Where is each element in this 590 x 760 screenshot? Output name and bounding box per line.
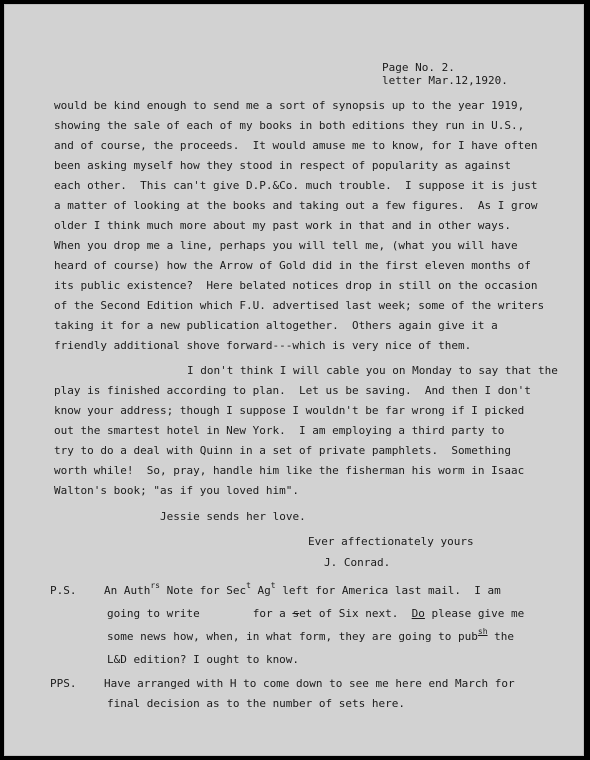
ps-line: An Auth$^{rs}$ Note for Sec$^t$ Ag$^t$ left for America last mail. I am [104,581,501,597]
body-line: showing the sale of each of my books in both editions they run in U.S., [54,119,525,132]
body-line: of the Second Edition which F.U. advertised last week; some of the writers [54,299,545,312]
body-line: out the smartest hotel in New York. I am employing a third party to [54,424,505,437]
ps-line: going to write for a set of Six next. Do please give me [107,607,525,620]
pps-line: Have arranged with H to come down to see me here end March for [104,677,515,690]
struck-letter: s [292,607,300,620]
body-line: worth while! So, pray, handle him like the fisherman his worm in Isaac [54,464,525,477]
body-line: try to do a deal with Quinn in a set of private pamphlets. Something [54,444,511,457]
pps-line: final decision as to the number of sets here. [107,697,406,710]
body-line: its public existence? Here belated notices drop in still on the occasion [54,279,538,292]
body-line: older I think much more about my past work in that and in other ways. [54,219,511,232]
body-line: a matter of looking at the books and taking out a few figures. As I grow [54,199,538,212]
body-line: been asking myself how they stood in respect of popularity as against [54,159,511,172]
pps-label: PPS. [50,677,77,690]
body-line: would be kind enough to send me a sort of synopsis up to the year 1919, [54,99,525,112]
body-line: each other. This can't give D.P.&Co. much trouble. I suppose it is just [54,179,538,192]
body-line: and of course, the proceeds. It would amuse me to know, for I have often [54,139,538,152]
ps-line: L&D edition? I ought to know. [107,653,300,666]
body-line: Walton's book; "as if you loved him". [54,484,300,497]
body-line: When you drop me a line, perhaps you will tell me, (what you will have [54,239,518,252]
letter-page [4,4,584,756]
ps-label: P.S. [50,584,77,597]
body-line: heard of course) how the Arrow of Gold did in the first eleven months of [54,259,531,272]
page-number: Page No. 2. [382,61,455,74]
underlined-do: Do [411,607,425,620]
signature: J. Conrad. [324,556,391,569]
body-line: taking it for a new publication altogether. Others again give it a [54,319,498,332]
body-line: know your address; though I suppose I wouldn't be far wrong if I picked [54,404,525,417]
letter-date: letter Mar.12,1920. [382,74,508,87]
body-line: friendly additional shove forward---which is very nice of them. [54,339,472,352]
body-line: I don't think I will cable you on Monday to say that the [187,364,558,377]
valediction: Ever affectionately yours [308,535,474,548]
love-line: Jessie sends her love. [160,510,306,523]
ps-line: some news how, when, in what form, they are going to pub$^{sh}$ the [107,627,515,643]
body-line: play is finished according to plan. Let us be saving. And then I don't [54,384,531,397]
